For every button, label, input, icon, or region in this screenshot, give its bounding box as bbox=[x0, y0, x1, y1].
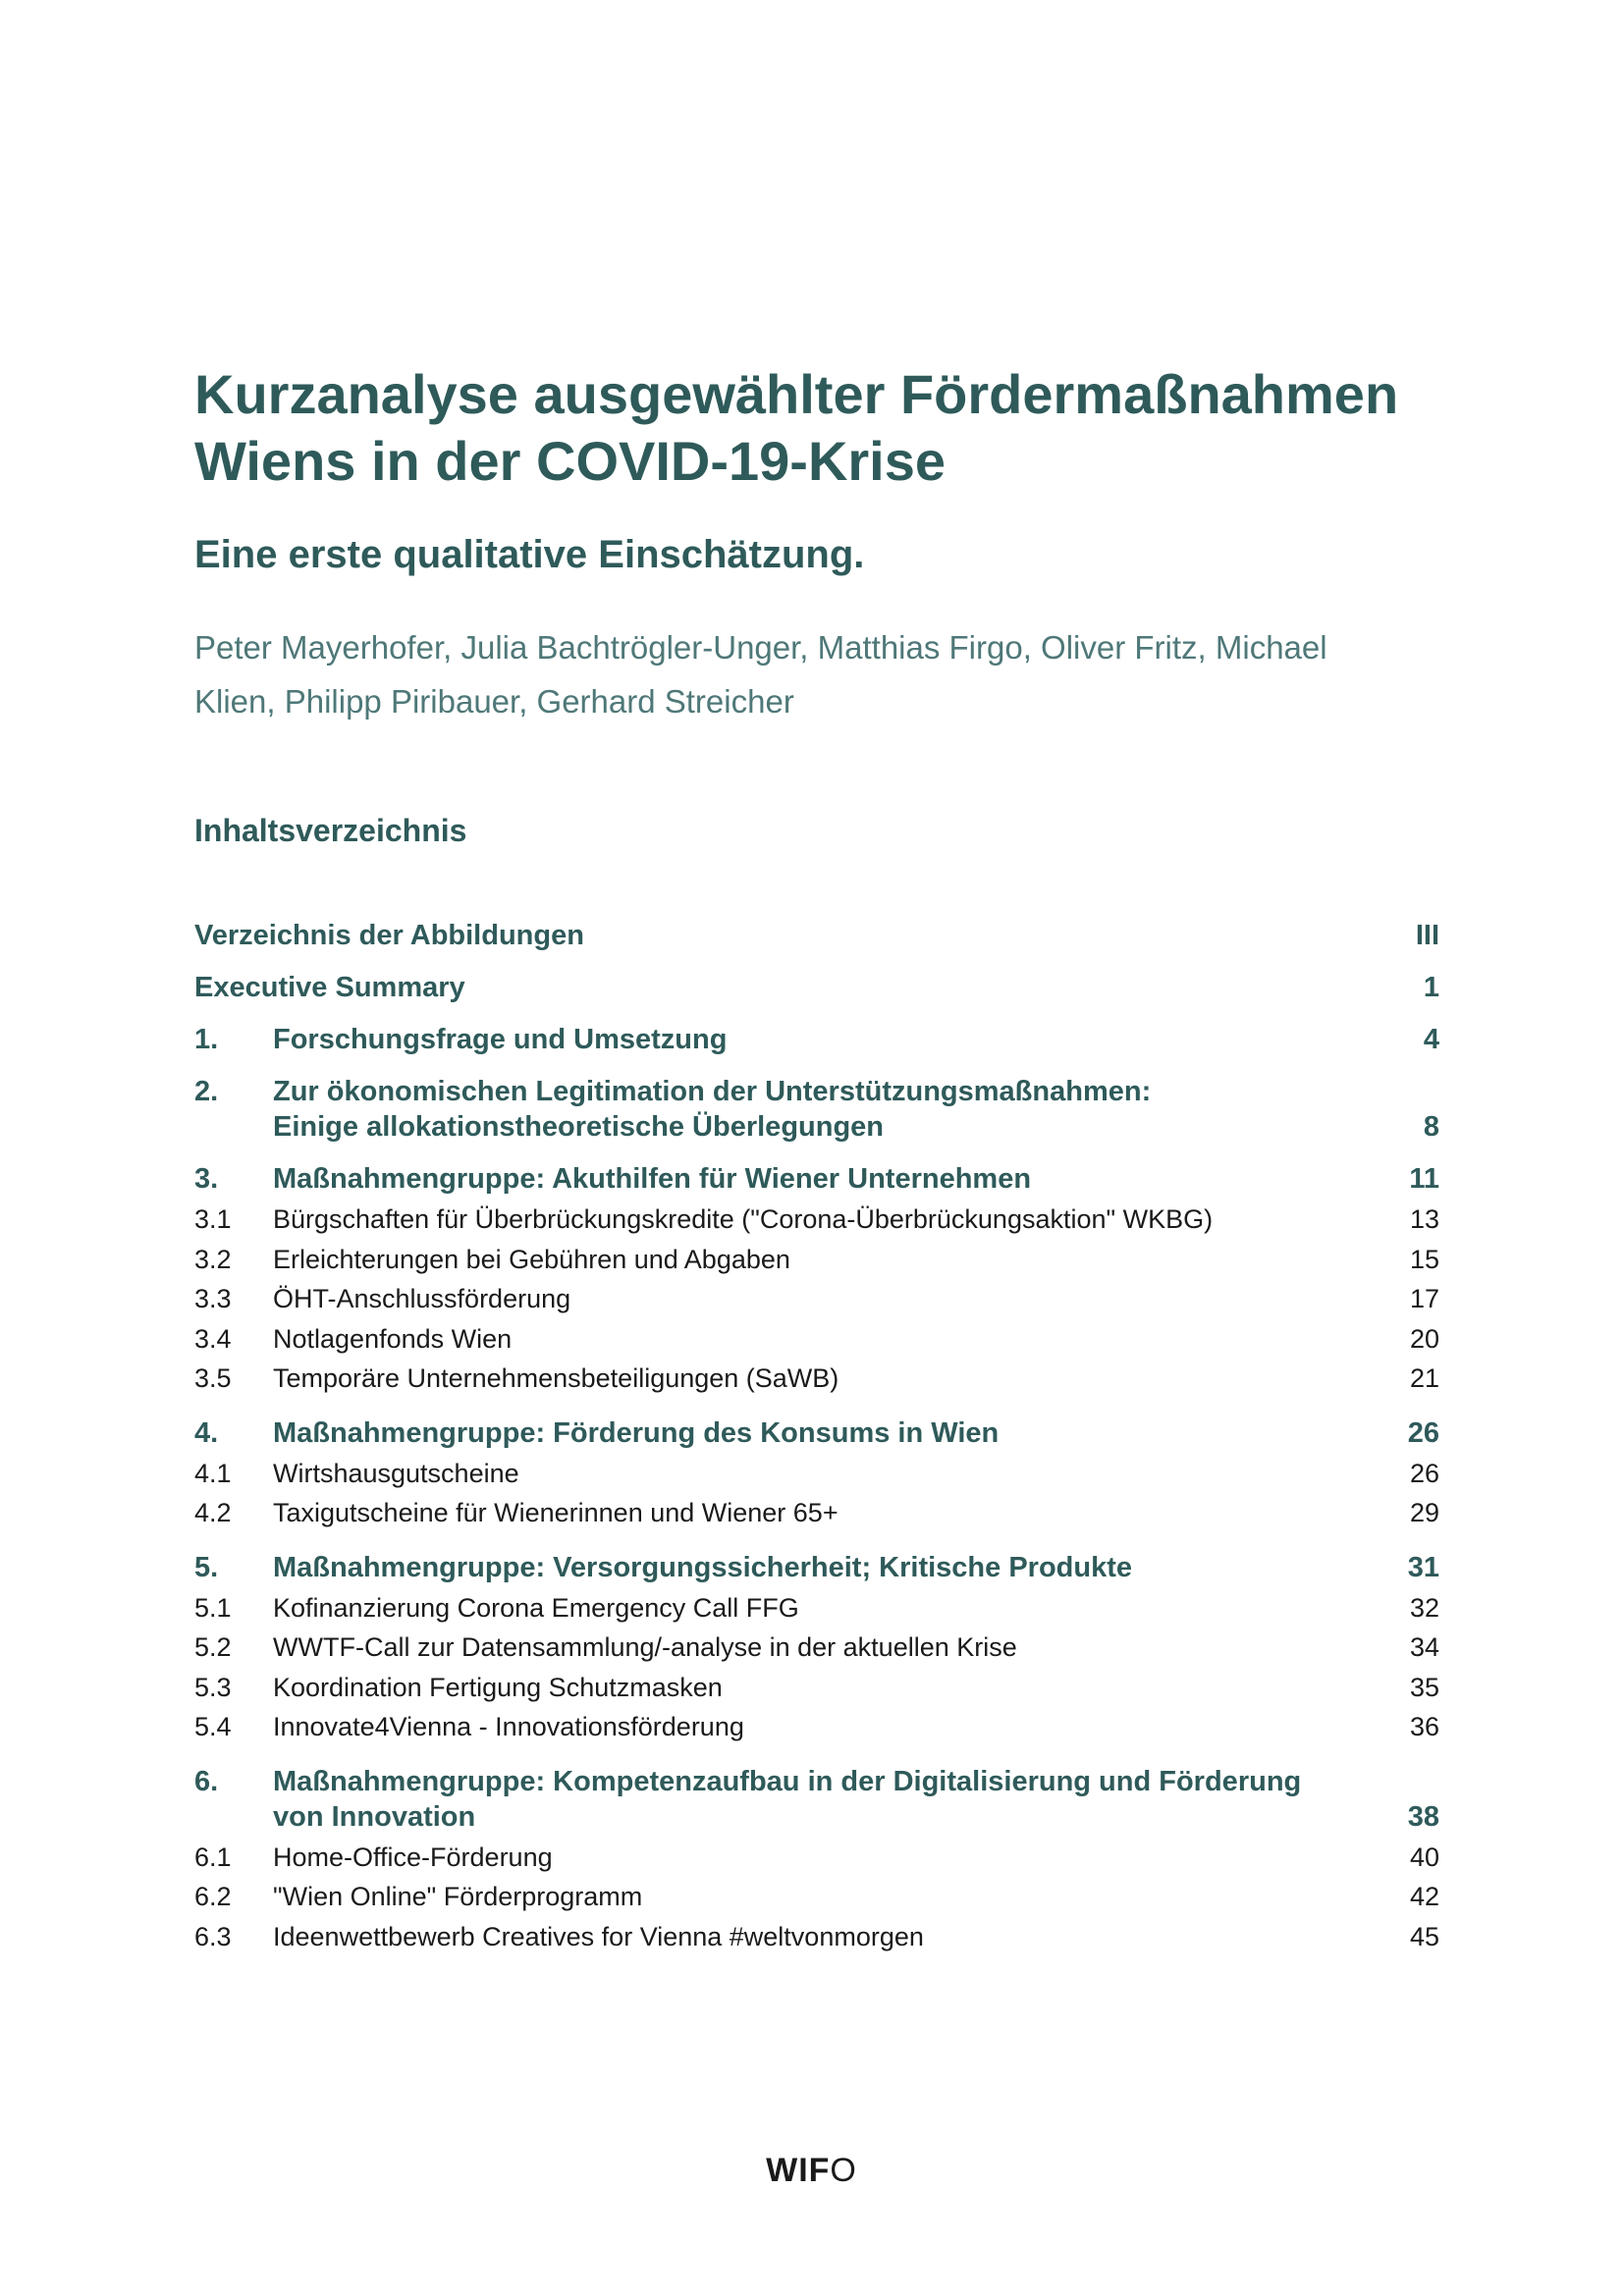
toc-entry-page: 1 bbox=[1423, 972, 1439, 1003]
toc-entry-number: 4. bbox=[194, 1416, 219, 1449]
toc-entry-abbildungen[interactable] bbox=[194, 918, 1439, 953]
toc-entry-section-3-3[interactable] bbox=[194, 1279, 1439, 1319]
author-list bbox=[194, 620, 1439, 728]
toc-entry-number: 4.2 bbox=[194, 1498, 232, 1527]
toc-entry-label: Kofinanzierung Corona Emergency Call FFG bbox=[273, 1592, 799, 1623]
toc-entry-label: Maßnahmengruppe: Versorgungssicherheit; Kritische Produkte bbox=[273, 1551, 1132, 1583]
table-of-contents bbox=[194, 918, 1439, 1956]
toc-entry-page: 17 bbox=[1409, 1284, 1439, 1313]
toc-entry-number: 5. bbox=[194, 1551, 219, 1583]
toc-entry-number: 6.2 bbox=[194, 1882, 232, 1911]
document-subtitle: Eine erste qualitative Einschätzung. bbox=[194, 533, 865, 576]
toc-entry-label-line-1: Zur ökonomischen Legitimation der Unterstützungsmaßnahmen: bbox=[273, 1076, 1152, 1107]
toc-entry-number: 6. bbox=[194, 1765, 219, 1797]
toc-entry-page: 35 bbox=[1409, 1672, 1439, 1702]
toc-entry-section-6[interactable] bbox=[194, 1764, 1439, 1835]
document-title bbox=[194, 361, 1439, 495]
toc-entry-executive-summary[interactable] bbox=[194, 970, 1439, 1005]
toc-entry-label: Taxigutscheine für Wienerinnen und Wiener 65+ bbox=[273, 1498, 839, 1527]
authors-line-1: Peter Mayerhofer, Julia Bachtrögler-Unger, Matthias Firgo, Oliver Fritz, Michael bbox=[194, 629, 1327, 666]
toc-entry-section-6-3[interactable] bbox=[194, 1917, 1439, 1957]
wifo-logo-end: O bbox=[830, 2152, 857, 2189]
toc-entry-number: 5.3 bbox=[194, 1672, 232, 1702]
toc-entry-label: "Wien Online" Förderprogramm bbox=[273, 1882, 643, 1911]
title-line-1: Kurzanalyse ausgewählter Fördermaßnahmen bbox=[194, 363, 1399, 425]
toc-entry-label bbox=[273, 1764, 1361, 1835]
toc-heading: Inhaltsverzeichnis bbox=[194, 813, 467, 848]
toc-entry-label: Innovate4Vienna - Innovationsförderung bbox=[273, 1712, 744, 1741]
toc-entry-section-2[interactable] bbox=[194, 1074, 1439, 1145]
toc-entry-section-6-2[interactable] bbox=[194, 1877, 1439, 1917]
toc-entry-label: Maßnahmengruppe: Akuthilfen für Wiener Unternehmen bbox=[273, 1163, 1032, 1195]
toc-entry-section-5-4[interactable] bbox=[194, 1707, 1439, 1747]
toc-entry-page: 34 bbox=[1409, 1632, 1439, 1662]
toc-entry-section-3-2[interactable] bbox=[194, 1240, 1439, 1280]
toc-entry-section-4[interactable] bbox=[194, 1415, 1439, 1451]
toc-entry-number: 2. bbox=[194, 1076, 219, 1107]
toc-entry-label: Bürgschaften für Überbrückungskredite ("Corona-Überbrückungsaktion" WKBG) bbox=[273, 1204, 1214, 1234]
toc-entry-number: 3. bbox=[194, 1163, 219, 1195]
toc-entry-page: 26 bbox=[1409, 1458, 1439, 1488]
toc-entry-page: 26 bbox=[1407, 1416, 1439, 1449]
authors-line-2: Klien, Philipp Piribauer, Gerhard Streicher bbox=[194, 683, 794, 720]
toc-entry-number: 4.1 bbox=[194, 1458, 232, 1488]
toc-entry-label-line-2: von Innovation bbox=[273, 1800, 476, 1833]
toc-entry-section-6-1[interactable] bbox=[194, 1838, 1439, 1878]
toc-entry-page: 8 bbox=[1423, 1111, 1439, 1143]
toc-entry-section-3-1[interactable] bbox=[194, 1200, 1439, 1240]
wifo-logo bbox=[0, 2152, 1623, 2190]
toc-entry-number: 3.3 bbox=[194, 1284, 232, 1313]
toc-entry-page: 13 bbox=[1409, 1204, 1439, 1234]
toc-entry-number: 6.3 bbox=[194, 1921, 232, 1951]
toc-entry-page: 45 bbox=[1409, 1921, 1439, 1951]
toc-entry-label bbox=[273, 1074, 1361, 1145]
toc-entry-page: 29 bbox=[1409, 1498, 1439, 1527]
toc-entry-number: 3.2 bbox=[194, 1244, 232, 1274]
toc-entry-label: Koordination Fertigung Schutzmasken bbox=[273, 1672, 723, 1702]
toc-entry-page: 15 bbox=[1409, 1244, 1439, 1274]
toc-entry-page: 21 bbox=[1409, 1363, 1439, 1393]
toc-entry-label-line-1: Maßnahmengruppe: Kompetenzaufbau in der Digitalisierung und Förderung bbox=[273, 1765, 1302, 1797]
toc-entry-number: 5.2 bbox=[194, 1632, 232, 1662]
toc-entry-number: 3.5 bbox=[194, 1363, 232, 1393]
toc-entry-page: 38 bbox=[1407, 1800, 1439, 1833]
toc-entry-label: Ideenwettbewerb Creatives for Vienna #weltvonmorgen bbox=[273, 1921, 924, 1951]
toc-entry-page: 40 bbox=[1409, 1842, 1439, 1872]
toc-entry-page: III bbox=[1415, 920, 1439, 951]
toc-entry-label: Temporäre Unternehmensbeteiligungen (SaWB) bbox=[273, 1363, 839, 1393]
toc-entry-number: 5.1 bbox=[194, 1592, 232, 1623]
toc-entry-page: 20 bbox=[1409, 1323, 1439, 1354]
toc-entry-page: 32 bbox=[1409, 1592, 1439, 1623]
toc-entry-label: Forschungsfrage und Umsetzung bbox=[273, 1024, 728, 1055]
toc-entry-section-5[interactable] bbox=[194, 1550, 1439, 1585]
toc-entry-number: 3.1 bbox=[194, 1204, 232, 1234]
toc-entry-number: 1. bbox=[194, 1024, 219, 1055]
toc-entry-label: Home-Office-Förderung bbox=[273, 1842, 553, 1872]
toc-entry-page: 11 bbox=[1409, 1163, 1439, 1195]
toc-entry-number: 6.1 bbox=[194, 1842, 232, 1872]
toc-entry-page: 4 bbox=[1423, 1024, 1439, 1055]
toc-entry-label: Executive Summary bbox=[194, 972, 465, 1003]
toc-entry-label: ÖHT-Anschlussförderung bbox=[273, 1284, 571, 1313]
toc-entry-section-4-2[interactable] bbox=[194, 1493, 1439, 1533]
toc-entry-section-3-5[interactable] bbox=[194, 1359, 1439, 1399]
toc-entry-number: 3.4 bbox=[194, 1323, 232, 1354]
toc-entry-page: 42 bbox=[1409, 1882, 1439, 1911]
toc-entry-number: 5.4 bbox=[194, 1712, 232, 1741]
toc-entry-label-line-2: Einige allokationstheoretische Überlegungen bbox=[273, 1111, 885, 1143]
toc-entry-section-5-3[interactable] bbox=[194, 1668, 1439, 1708]
toc-entry-section-4-1[interactable] bbox=[194, 1454, 1439, 1494]
toc-entry-section-3-4[interactable] bbox=[194, 1319, 1439, 1360]
toc-entry-section-3[interactable] bbox=[194, 1161, 1439, 1197]
toc-entry-section-5-2[interactable] bbox=[194, 1628, 1439, 1668]
toc-entry-section-1[interactable] bbox=[194, 1022, 1439, 1057]
toc-entry-label: Maßnahmengruppe: Förderung des Konsums in Wien bbox=[273, 1416, 1000, 1449]
toc-entry-label: Erleichterungen bei Gebühren und Abgaben bbox=[273, 1244, 790, 1274]
toc-entry-label: WWTF-Call zur Datensammlung/-analyse in der aktuellen Krise bbox=[273, 1632, 1017, 1662]
toc-entry-label: Wirtshausgutscheine bbox=[273, 1458, 519, 1488]
toc-entry-page: 31 bbox=[1407, 1551, 1439, 1583]
toc-entry-section-5-1[interactable] bbox=[194, 1588, 1439, 1629]
wifo-logo-main: WIF bbox=[766, 2152, 831, 2189]
toc-entry-page: 36 bbox=[1409, 1712, 1439, 1741]
title-line-2: Wiens in der COVID-19-Krise bbox=[194, 430, 947, 492]
toc-entry-label: Verzeichnis der Abbildungen bbox=[194, 920, 584, 951]
toc-entry-label: Notlagenfonds Wien bbox=[273, 1323, 513, 1354]
